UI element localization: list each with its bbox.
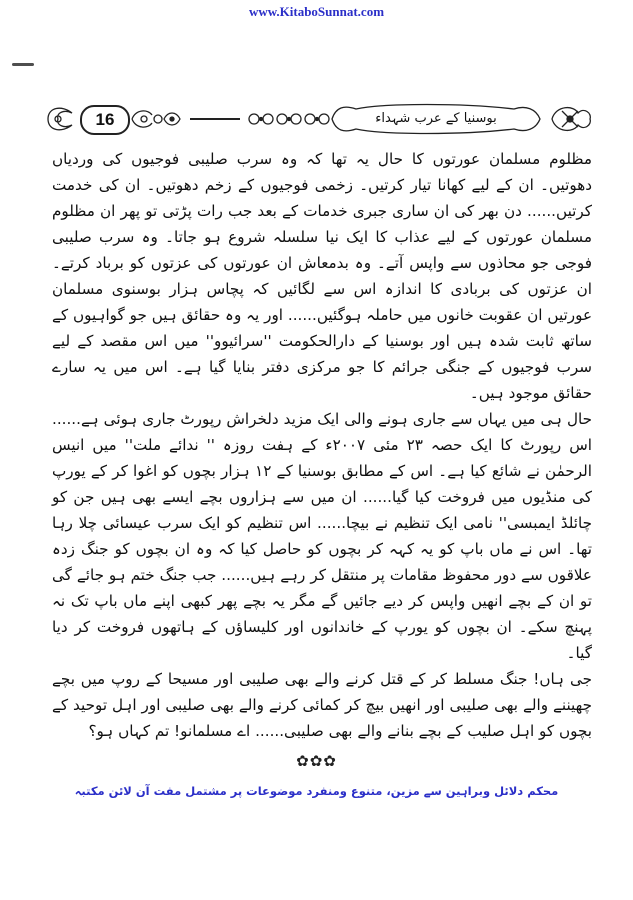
paragraph-2: حال ہی میں یہاں سے جاری ہونے والی ایک مزید دلخراش رپورٹ جاری ہوئی ہے...... اس رپورٹ کا ایک حصہ ۲۳ مئی ۲۰۰۷ء کے ہفت روزہ '' ندائے ملت'' میں انیس الرحمٰن نے شائع کیا ہے۔ اس کے مطابق بوسنیا کے ۱۲ ہزار بچوں کو اغوا کر کے یورپ کی منڈیوں میں فروخت کیا گیا...... ان میں سے ہزاروں بچے ایسے بھی ہیں جن کو چائلڈ ایمبسی'' نامی ایک تنظیم نے بیچا...... اس تنظیم کو ایک سرب عیسائی چلا رہا تھا۔ اس نے ماں باپ کو یہ کہہ کر بچوں کو حاصل کیا کہ وہ ان بچوں کو جنگ زدہ علاقوں سے دور محفوظ مقامات پر منتقل کر رہے ہیں...... جب جنگ ختم ہو جائے گی تو ان کے بچے انھیں واپس کر دیے جائیں گے مگر یہ بچے پھر کبھی اپنے ماں باپ تک نہ پہنچ سکے۔ ان بچوں کو یورپ کے خاندانوں اور کلیساؤں کے ہاتھوں فروخت کر دیا گیا۔	[52, 410, 592, 662]
article-body	[52, 146, 592, 744]
scan-artifact	[12, 63, 34, 66]
footer-tagline: محکم دلائل وبراہین سے مزین، متنوع ومنفرد موضوعات پر مشتمل مفت آن لائن مکتبہ	[74, 784, 559, 798]
section-end-flower-icons: ✿✿✿	[296, 752, 337, 770]
paragraph-1: مظلوم مسلمان عورتوں کا حال یہ تھا کہ وہ سرب صلیبی فوجیوں کی وردیاں دھوتیں۔ ان کے لیے کھانا تیار کرتیں۔ زخمی فوجیوں کے زخم دھوتیں۔ ان کی خدمت کرتیں...... دن بھر کی ان ساری جبری خدمات کے بعد جب رات پڑتی تو پھر ان مظلوم مسلمان عورتوں کے لیے عذاب کا ایک نیا سلسلہ شروع ہو جاتا۔ وہ سرب صلیبی فوجی جو محاذوں سے واپس آتے۔ وہ بدمعاش ان عورتوں کی عزتوں کو برباد کرتے۔ ان عزتوں کی بربادی کا اندازہ اس سے لگائیں کہ پچاس ہزار بوسنوی مسلمان عورتیں ان عقوبت خانوں میں حاملہ ہوگئیں...... اور یہ وہ حقائق ہیں جو گواہیوں کے ساتھ ثابت شدہ ہیں اور بوسنیا کے دارالحکومت ''سرائیوو'' میں اس مقصد کے لیے سرب فوجیوں کے جنگی جرائم کا جو مرکزی دفتر بنایا گیا ہے۔ اس میں یہ سارے حقائق موجود ہیں۔	[52, 150, 593, 402]
page-header	[44, 99, 596, 139]
paragraph-3: جی ہاں! جنگ مسلط کر کے قتل کرنے والے بھی صلیبی اور مسیحا کے روپ میں بچے چھیننے والے بھی صلیبی اور انھیں بیچ کر کمائی کرنے والے بھی صلیبی اور اہل توحید کے بچوں کو اہل صلیب کے بچے بنانے والے بھی صلیبی...... اے مسلمانو! تم کہاں ہو؟	[52, 670, 592, 740]
book-title: بوسنیا کے عرب شہداء	[375, 111, 497, 126]
site-url-watermark: www.KitaboSunnat.com	[248, 4, 385, 19]
page-number: 16	[80, 105, 130, 135]
